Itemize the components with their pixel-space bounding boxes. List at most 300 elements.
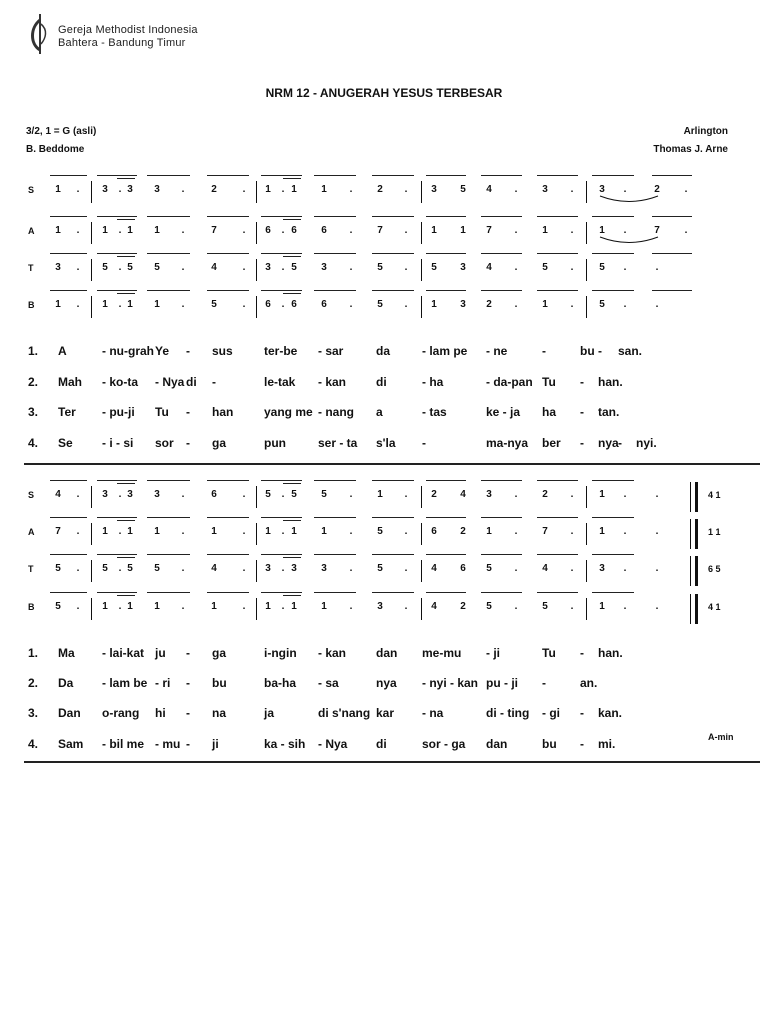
amen-label: A-min	[708, 732, 734, 742]
note-overline	[314, 592, 356, 593]
note-digit: 1	[486, 526, 492, 537]
note-overline	[426, 175, 466, 176]
note-overline	[481, 216, 522, 217]
note-digit: 5	[321, 489, 327, 500]
lyric-syllable: ka - sih	[264, 737, 306, 751]
beat-dot: .	[349, 184, 353, 195]
beat-dot: .	[242, 601, 246, 612]
note-overline	[283, 483, 301, 484]
lyric-syllable: o-rang	[102, 706, 140, 720]
note-digit: 4	[486, 262, 492, 273]
lyric-syllable: ja	[264, 706, 275, 720]
note-digit: 6	[211, 489, 217, 500]
beat-dot: .	[570, 225, 574, 236]
beat-dot: .	[404, 225, 408, 236]
lyric-syllable: sor - ga	[422, 737, 466, 751]
beat-dot: .	[281, 299, 285, 310]
lyric-syllable: nya	[376, 676, 397, 690]
lyric-syllable: - gi	[542, 706, 560, 720]
lyric-syllable: -	[598, 344, 602, 358]
note-digit: 1	[154, 225, 160, 236]
beat-dot: .	[76, 563, 80, 574]
note-overline	[261, 290, 302, 291]
beat-dot: .	[570, 489, 574, 500]
beat-dot: .	[349, 299, 353, 310]
beat-dot: .	[684, 225, 688, 236]
lyric-syllable: han.	[598, 646, 623, 660]
note-digit: 7	[377, 225, 383, 236]
note-overline	[372, 290, 414, 291]
note-digit: 3	[127, 184, 133, 195]
verse-number: 2.	[28, 676, 39, 690]
note-overline	[50, 554, 87, 555]
note-digit: 3	[321, 262, 327, 273]
lyric-syllable: Ye	[155, 344, 170, 358]
note-overline	[426, 253, 466, 254]
note-digit: 6	[265, 225, 271, 236]
note-overline	[283, 595, 301, 596]
note-overline	[314, 290, 356, 291]
note-digit: 2	[460, 526, 466, 537]
beat-dot: .	[404, 526, 408, 537]
note-overline	[481, 517, 522, 518]
barline	[91, 598, 92, 620]
beat-dot: .	[404, 299, 408, 310]
lyric-syllable: - lam pe	[422, 344, 468, 358]
beat-dot: .	[76, 489, 80, 500]
lyric-syllable: -	[186, 405, 190, 419]
beat-dot: .	[684, 184, 688, 195]
lyric-syllable: le-tak	[264, 375, 296, 389]
note-overline	[97, 216, 137, 217]
note-overline	[537, 517, 578, 518]
note-overline	[537, 290, 578, 291]
note-overline	[261, 592, 302, 593]
note-digit: 1	[321, 601, 327, 612]
beat-dot: .	[570, 262, 574, 273]
final-barline-thin	[690, 482, 691, 512]
note-overline	[207, 253, 249, 254]
note-overline	[283, 520, 301, 521]
note-digit: 3	[321, 563, 327, 574]
verse-number: 4.	[28, 737, 39, 751]
note-digit: 1	[321, 526, 327, 537]
note-overline	[207, 592, 249, 593]
barline	[421, 598, 422, 620]
lyric-syllable: ha	[542, 405, 557, 419]
note-digit: 5	[542, 601, 548, 612]
note-overline	[372, 554, 414, 555]
lyric-syllable: i-ngin	[264, 646, 297, 660]
voice-label: S	[28, 185, 35, 195]
final-barline-thin	[690, 594, 691, 624]
note-digit: 1	[102, 526, 108, 537]
barline	[421, 259, 422, 281]
note-overline	[426, 554, 466, 555]
note-overline	[314, 480, 356, 481]
barline	[91, 259, 92, 281]
note-overline	[314, 253, 356, 254]
barline	[91, 222, 92, 244]
lyric-syllable: Tu	[542, 375, 556, 389]
verse-number: 1.	[28, 646, 39, 660]
note-digit: 1	[431, 299, 437, 310]
beat-dot: .	[655, 526, 659, 537]
note-digit: 6	[321, 225, 327, 236]
note-overline	[117, 520, 135, 521]
note-digit: 5	[486, 563, 492, 574]
lyric-syllable: s'la	[376, 436, 396, 450]
note-digit: 7	[211, 225, 217, 236]
note-overline	[283, 256, 301, 257]
lyric-syllable: kar	[376, 706, 395, 720]
beat-dot: .	[404, 489, 408, 500]
note-overline	[147, 554, 190, 555]
note-overline	[50, 290, 87, 291]
lyric-syllable: Da	[58, 676, 74, 690]
hymn-title: NRM 12 - ANUGERAH YESUS TERBESAR	[265, 86, 503, 100]
note-overline	[117, 557, 135, 558]
barline	[586, 181, 587, 203]
note-overline	[283, 178, 301, 179]
lyric-syllable: ter-be	[264, 344, 298, 358]
lyric-syllable: -	[422, 436, 426, 450]
lyric-syllable: kan.	[598, 706, 623, 720]
lyric-syllable: Sam	[58, 737, 84, 751]
beat-dot: .	[181, 225, 185, 236]
beat-dot: .	[118, 601, 122, 612]
lyric-syllable: - na	[422, 706, 444, 720]
note-digit: 2	[542, 489, 548, 500]
beat-dot: .	[76, 526, 80, 537]
beat-dot: .	[404, 563, 408, 574]
note-digit: 5	[291, 262, 297, 273]
barline	[421, 296, 422, 318]
lyric-syllable: - da-pan	[486, 375, 533, 389]
beat-dot: .	[623, 601, 627, 612]
note-overline	[97, 480, 137, 481]
note-overline	[652, 175, 692, 176]
note-digit: 4	[486, 184, 492, 195]
verse-number: 3.	[28, 405, 39, 419]
beat-dot: .	[349, 563, 353, 574]
note-overline	[592, 290, 634, 291]
note-digit: 1	[542, 299, 548, 310]
lyric-syllable: nya	[598, 436, 619, 450]
beat-dot: .	[118, 526, 122, 537]
note-overline	[261, 517, 302, 518]
lyric-syllable: dan	[486, 737, 508, 751]
note-overline	[652, 216, 692, 217]
note-digit: 1	[265, 184, 271, 195]
note-overline	[207, 290, 249, 291]
barline	[586, 259, 587, 281]
note-overline	[481, 592, 522, 593]
lyric-syllable: ga	[212, 436, 227, 450]
barline	[91, 181, 92, 203]
barline	[421, 560, 422, 582]
lyric-syllable: -	[580, 706, 584, 720]
note-overline	[50, 480, 87, 481]
beat-dot: .	[655, 563, 659, 574]
note-overline	[207, 216, 249, 217]
note-overline	[283, 219, 301, 220]
note-digit: 1	[377, 489, 383, 500]
note-overline	[537, 175, 578, 176]
beat-dot: .	[404, 601, 408, 612]
note-digit: 5	[127, 262, 133, 273]
note-digit: 4	[431, 601, 437, 612]
lyric-syllable: - nu-grah	[102, 344, 154, 358]
lyric-syllable: Mah	[58, 375, 82, 389]
lyric-syllable: -	[542, 344, 546, 358]
lyric-syllable: -	[186, 344, 190, 358]
note-digit: 5	[599, 299, 605, 310]
lyric-syllable: ser - ta	[318, 436, 358, 450]
note-digit: 3	[127, 489, 133, 500]
note-overline	[97, 554, 137, 555]
note-digit: 5	[599, 262, 605, 273]
note-digit: 1	[211, 526, 217, 537]
final-barline-thick	[695, 482, 698, 512]
beat-dot: .	[514, 225, 518, 236]
barline	[421, 181, 422, 203]
composer: Thomas J. Arne	[653, 144, 728, 155]
final-barline-thin	[690, 556, 691, 586]
note-digit: 3	[542, 184, 548, 195]
barline	[586, 296, 587, 318]
beat-dot: .	[623, 262, 627, 273]
note-overline	[314, 175, 356, 176]
beat-dot: .	[570, 601, 574, 612]
note-overline	[481, 253, 522, 254]
note-digit: 5	[102, 563, 108, 574]
lyric-syllable: ba-ha	[264, 676, 297, 690]
note-overline	[537, 554, 578, 555]
lyric-syllable: han.	[598, 375, 623, 389]
note-digit: 1	[127, 601, 133, 612]
beat-dot: .	[514, 262, 518, 273]
voice-label: T	[28, 263, 34, 273]
lyric-syllable: -	[580, 436, 584, 450]
note-digit: 5	[542, 262, 548, 273]
note-overline	[372, 175, 414, 176]
lyric-syllable: -	[580, 737, 584, 751]
beat-dot: .	[181, 526, 185, 537]
note-overline	[50, 592, 87, 593]
beat-dot: .	[281, 262, 285, 273]
beat-dot: .	[514, 184, 518, 195]
org-line-2: Bahtera - Bandung Timur	[58, 37, 186, 49]
note-digit: 2	[460, 601, 466, 612]
lyric-syllable: -	[580, 375, 584, 389]
lyric-syllable: - sar	[318, 344, 344, 358]
note-overline	[117, 483, 135, 484]
lyric-syllable: - kan	[318, 646, 347, 660]
note-digit: 1	[291, 601, 297, 612]
note-overline	[314, 554, 356, 555]
note-digit: 3	[154, 184, 160, 195]
lyric-syllable: sor	[155, 436, 174, 450]
note-overline	[147, 480, 190, 481]
beat-dot: .	[76, 225, 80, 236]
note-digit: 1	[265, 526, 271, 537]
beat-dot: .	[76, 601, 80, 612]
final-barline-thick	[695, 556, 698, 586]
lyric-syllable: ju	[155, 646, 166, 660]
note-digit: 1	[55, 299, 61, 310]
beat-dot: .	[242, 563, 246, 574]
note-digit: 5	[102, 262, 108, 273]
note-digit: 1	[55, 225, 61, 236]
note-overline	[117, 595, 135, 596]
lyric-syllable: Ma	[58, 646, 75, 660]
note-digit: 1	[154, 601, 160, 612]
slur	[598, 236, 660, 246]
note-overline	[50, 216, 87, 217]
note-digit: 1	[460, 225, 466, 236]
lyricist: B. Beddome	[26, 144, 85, 155]
beat-dot: .	[118, 225, 122, 236]
beat-dot: .	[181, 299, 185, 310]
lyric-syllable: an.	[580, 676, 598, 690]
note-digit: 1	[599, 225, 605, 236]
lyric-syllable: -	[186, 436, 190, 450]
barline	[421, 222, 422, 244]
note-overline	[426, 592, 466, 593]
lyric-syllable: han	[212, 405, 234, 419]
beat-dot: .	[281, 184, 285, 195]
note-digit: 1	[127, 526, 133, 537]
note-digit: 1	[291, 526, 297, 537]
note-overline	[592, 554, 634, 555]
lyric-syllable: yang me	[264, 405, 313, 419]
lyric-syllable: - Nya	[318, 737, 348, 751]
note-digit: 6	[460, 563, 466, 574]
beat-dot: .	[281, 601, 285, 612]
note-overline	[283, 557, 301, 558]
lyric-syllable: ji	[212, 737, 219, 751]
beat-dot: .	[514, 601, 518, 612]
beat-dot: .	[349, 489, 353, 500]
note-digit: 7	[55, 526, 61, 537]
note-digit: 1	[154, 299, 160, 310]
note-overline	[261, 216, 302, 217]
beat-dot: .	[570, 526, 574, 537]
note-overline	[426, 517, 466, 518]
voice-label: A	[28, 527, 35, 537]
beat-dot: .	[514, 563, 518, 574]
note-digit: 1	[265, 601, 271, 612]
note-digit: 1	[431, 225, 437, 236]
note-digit: 1	[55, 184, 61, 195]
note-overline	[481, 480, 522, 481]
lyric-syllable: - kan	[318, 375, 347, 389]
lyric-syllable: - ji	[486, 646, 500, 660]
beat-dot: .	[118, 489, 122, 500]
lyric-syllable: dan	[376, 646, 398, 660]
note-digit: 5	[486, 601, 492, 612]
note-digit: 1	[127, 299, 133, 310]
note-digit: 5	[377, 526, 383, 537]
note-digit: 4	[211, 262, 217, 273]
lyric-syllable: tan.	[598, 405, 620, 419]
beat-dot: .	[655, 262, 659, 273]
lyric-syllable: san.	[618, 344, 643, 358]
beat-dot: .	[118, 262, 122, 273]
note-digit: 3	[599, 184, 605, 195]
lyric-syllable: sus	[212, 344, 233, 358]
beat-dot: .	[349, 526, 353, 537]
lyric-syllable: -	[186, 676, 190, 690]
note-digit: 3	[460, 299, 466, 310]
note-digit: 5	[291, 489, 297, 500]
note-digit: 7	[542, 526, 548, 537]
note-digit: 3	[431, 184, 437, 195]
lyric-syllable: - mu	[155, 737, 181, 751]
beat-dot: .	[242, 225, 246, 236]
lyric-syllable: ber	[542, 436, 561, 450]
note-digit: 5	[55, 563, 61, 574]
note-overline	[592, 175, 634, 176]
note-digit: 5	[377, 262, 383, 273]
barline	[586, 523, 587, 545]
barline	[256, 523, 257, 545]
barline	[256, 598, 257, 620]
barline	[586, 222, 587, 244]
lyric-syllable: -	[186, 706, 190, 720]
beat-dot: .	[281, 489, 285, 500]
final-barline-thin	[690, 519, 691, 549]
barline	[421, 486, 422, 508]
note-overline	[147, 592, 190, 593]
org-line-1: Gereja Methodist Indonesia	[58, 24, 198, 36]
voice-label: B	[28, 602, 35, 612]
verse-number: 1.	[28, 344, 39, 358]
note-digit: 2	[431, 489, 437, 500]
lyric-syllable: - bil me	[102, 737, 145, 751]
note-overline	[481, 290, 522, 291]
note-digit: 2	[211, 184, 217, 195]
note-overline	[50, 517, 87, 518]
bottom-rule	[24, 761, 760, 763]
beat-dot: .	[570, 299, 574, 310]
beat-dot: .	[349, 601, 353, 612]
note-overline	[314, 216, 356, 217]
note-digit: 3	[265, 262, 271, 273]
lyric-syllable: - pu-ji	[102, 405, 135, 419]
note-overline	[426, 290, 466, 291]
beat-dot: .	[514, 489, 518, 500]
beat-dot: .	[76, 262, 80, 273]
barline	[256, 486, 257, 508]
note-digit: 1	[599, 489, 605, 500]
note-digit: 1	[102, 225, 108, 236]
note-overline	[97, 592, 137, 593]
note-digit: 3	[154, 489, 160, 500]
note-digit: 5	[127, 563, 133, 574]
lyric-syllable: me-mu	[422, 646, 462, 660]
lyric-syllable: - ko-ta	[102, 375, 138, 389]
lyric-syllable: mi.	[598, 737, 616, 751]
beat-dot: .	[655, 299, 659, 310]
lyric-syllable: ke - ja	[486, 405, 521, 419]
beat-dot: .	[623, 299, 627, 310]
amen-notes: 4 1	[708, 490, 721, 500]
beat-dot: .	[404, 262, 408, 273]
lyric-syllable: - i - si	[102, 436, 134, 450]
lyric-syllable: - nang	[318, 405, 354, 419]
